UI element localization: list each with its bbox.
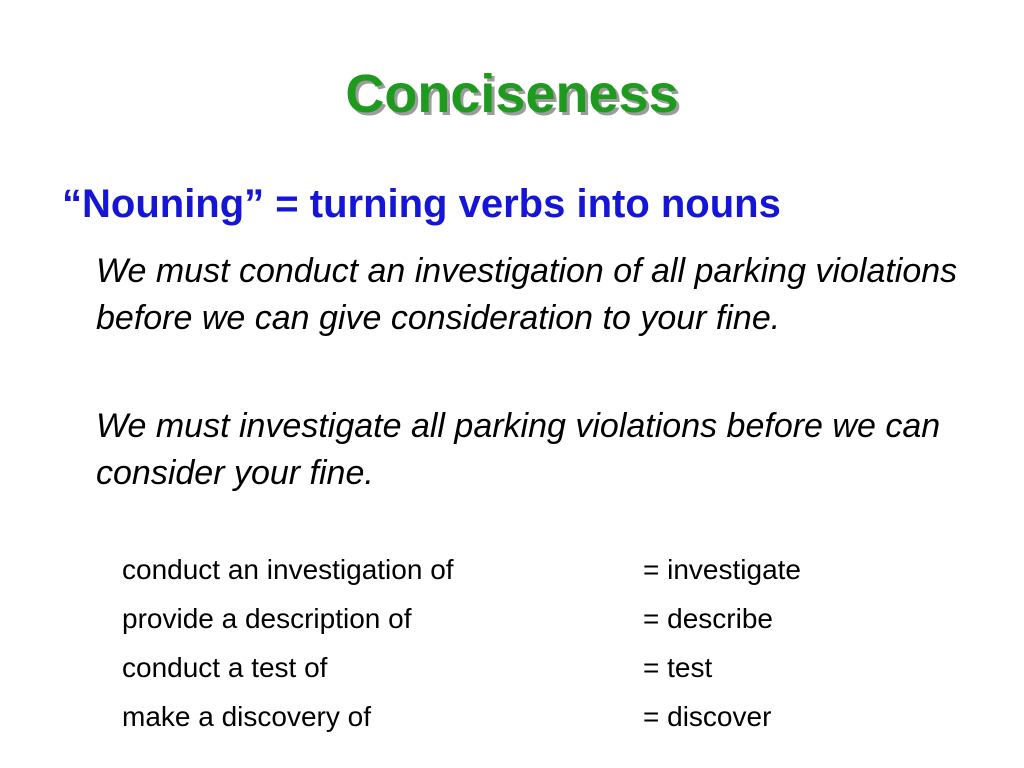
list-item <box>122 643 882 692</box>
list-item <box>122 594 882 643</box>
wordy-phrase: provide a description of <box>122 602 412 634</box>
concise-verb: = describe <box>643 602 773 634</box>
example-sentence-wordy: We must conduct an investigation of all parking violations before we can give consideration to your fine. <box>96 252 958 337</box>
slide-heading: “Nouning” = turning verbs into nouns <box>62 182 781 226</box>
concise-verb: = test <box>643 651 713 683</box>
wordy-phrase: conduct an investigation of <box>122 553 454 585</box>
phrase-verb-list <box>122 545 882 741</box>
example-sentence-concise: We must investigate all parking violations before we can consider your fine. <box>96 407 941 492</box>
list-item <box>122 692 882 741</box>
wordy-phrase: conduct a test of <box>122 651 328 683</box>
slide-title: Conciseness <box>345 64 679 124</box>
concise-verb: = investigate <box>643 553 801 585</box>
concise-verb: = discover <box>643 700 772 732</box>
wordy-phrase: make a discovery of <box>122 700 371 732</box>
list-item <box>122 545 882 594</box>
